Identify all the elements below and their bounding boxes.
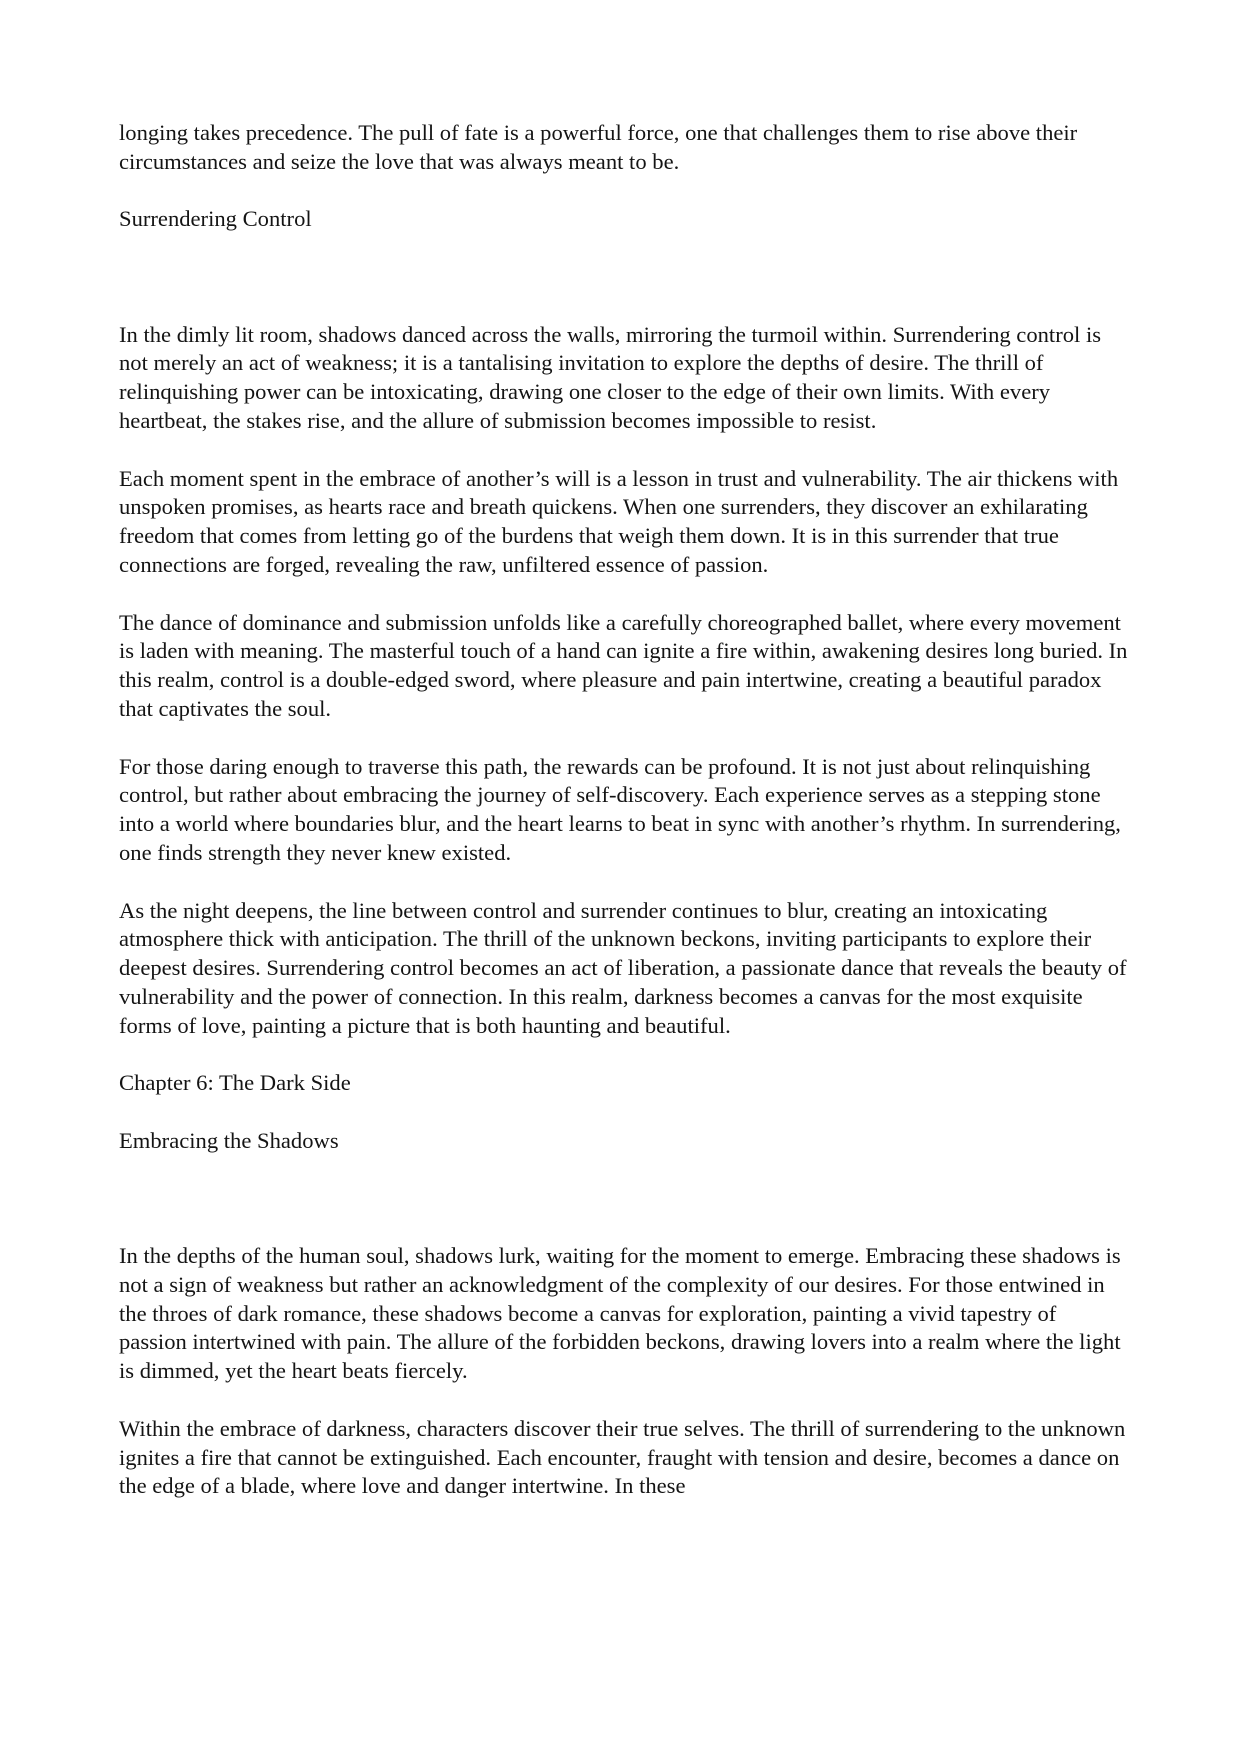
- paragraph-continued: longing takes precedence. The pull of fate is a powerful force, one that challenges them to rise above their circumstances and seize the love that was always meant to be.: [119, 120, 1078, 174]
- chapter-heading: Chapter 6: The Dark Side: [119, 1070, 351, 1096]
- section-heading-surrendering-control: Surrendering Control: [119, 206, 312, 232]
- paragraph: The dance of dominance and submission unfolds like a carefully choreographed ballet, where every movement is laden with meaning. The masterful touch of a hand can ignite a fire within, awakening desires long buried. In this realm, control is a double-edged sword, where pleasure and pain intertwine, creating a beautiful paradox that captivates the soul.: [119, 609, 1128, 721]
- section-heading-embracing-the-shadows: Embracing the Shadows: [119, 1127, 339, 1153]
- paragraph: In the depths of the human soul, shadows lurk, waiting for the moment to emerge. Embracing these shadows is not a sign of weakness but rather an acknowledgment of the complexity of our desires. For those entwined in the throes of dark romance, these shadows become a canvas for exploration, painting a vivid tapestry of passion intertwined with pain. The allure of the forbidden beckons, drawing lovers into a realm where the light is dimmed, yet the heart beats fiercely.: [119, 1243, 1121, 1384]
- paragraph: In the dimly lit room, shadows danced across the walls, mirroring the turmoil within. Surrendering control is not merely an act of weakness; it is a tantalising invitation to explore the depths of desire. The thrill of relinquishing power can be intoxicating, drawing one closer to the edge of their own limits. With every heartbeat, the stakes rise, and the allure of submission becomes impossible to resist.: [119, 321, 1102, 433]
- paragraph: Each moment spent in the embrace of another’s will is a lesson in trust and vulnerability. The air thickens with unspoken promises, as hearts race and breath quickens. When one surrenders, they discover an exhilarating freedom that comes from letting go of the burdens that weigh them down. It is in this surrender that true connections are forged, revealing the raw, unfiltered essence of passion.: [119, 465, 1119, 577]
- page-body: [119, 119, 1129, 1501]
- paragraph: As the night deepens, the line between control and surrender continues to blur, creating an intoxicating atmosphere thick with anticipation. The thrill of the unknown beckons, inviting participants to explore their deepest desires. Surrendering control becomes an act of liberation, a passionate dance that reveals the beauty of vulnerability and the power of connection. In this realm, darkness becomes a canvas for the most exquisite forms of love, painting a picture that is both haunting and beautiful.: [119, 897, 1127, 1038]
- paragraph: For those daring enough to traverse this path, the rewards can be profound. It is not just about relinquishing control, but rather about embracing the journey of self-discovery. Each experience serves as a stepping stone into a world where boundaries blur, and the heart learns to beat in sync with another’s rhythm. In surrendering, one finds strength they never knew existed.: [119, 753, 1121, 865]
- paragraph-truncated: Within the embrace of darkness, characters discover their true selves. The thrill of surrendering to the unknown ignites a fire that cannot be extinguished. Each encounter, fraught with tension and desire, becomes a dance on the edge of a blade, where love and danger intertwine. In these: [119, 1415, 1126, 1499]
